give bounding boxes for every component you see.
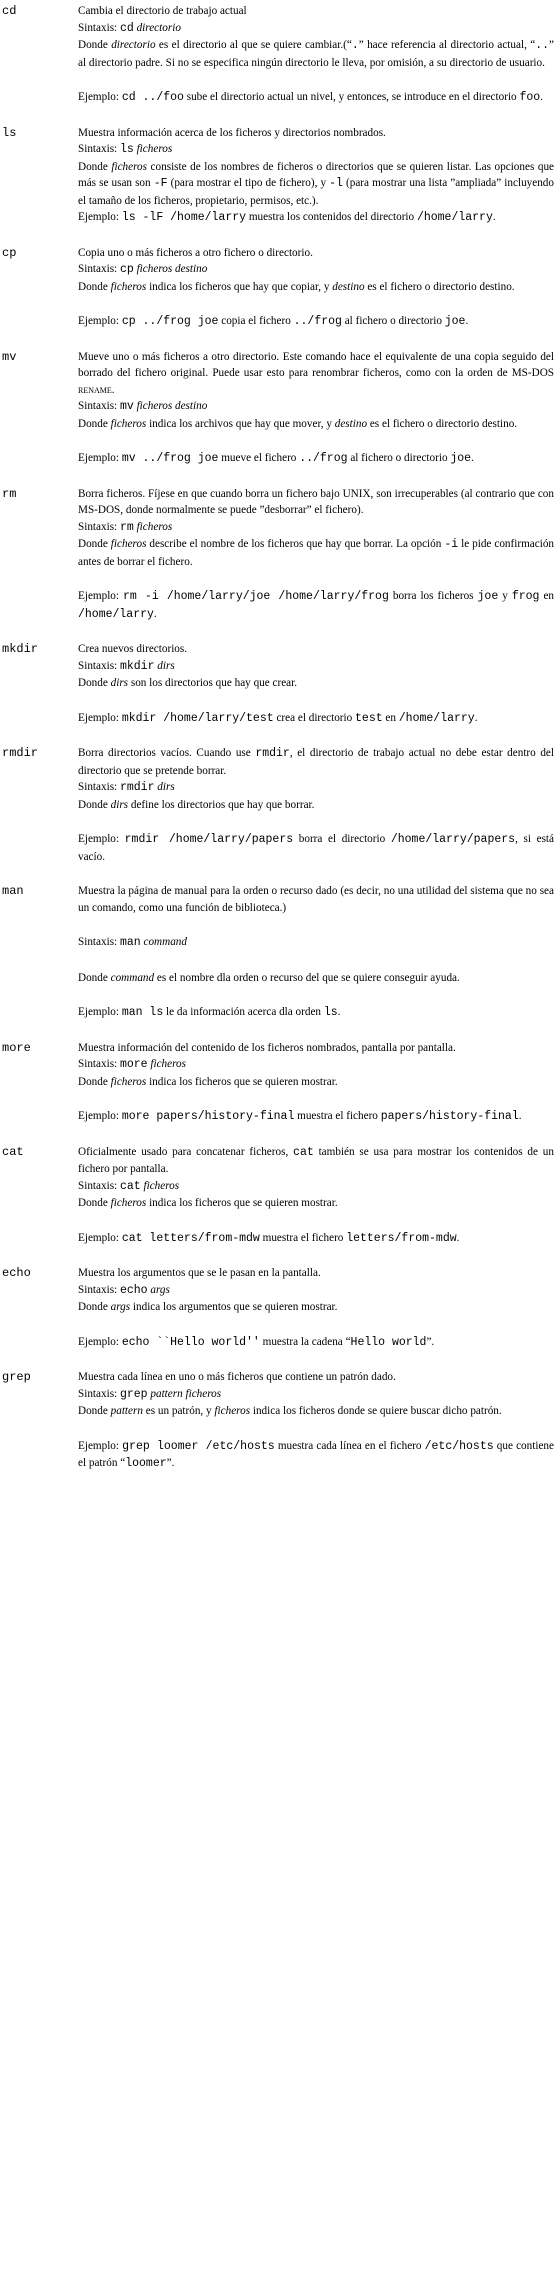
description-paragraph <box>78 1040 554 1057</box>
description-paragraph <box>78 261 554 279</box>
code-text: joe <box>444 315 466 328</box>
description-paragraph <box>78 1074 554 1091</box>
code-text: foo <box>519 91 541 104</box>
description-paragraph <box>78 1265 554 1282</box>
text-run: Mueve uno o más ficheros a otro directorio. Este comando hace el equivalente de una copia seguido del borrado del fichero original. Puede usar esto para renombrar ficheros, como con la orden de MS-DOS <box>78 350 554 379</box>
text-run: le da información acerca dla orden <box>163 1006 324 1018</box>
code-text: mv ../frog joe <box>121 452 219 465</box>
description-paragraph <box>78 1282 554 1300</box>
text-run: Sintaxis: <box>78 659 120 672</box>
command-name: rmdir <box>2 746 39 760</box>
text-run: Donde <box>78 1405 111 1417</box>
text-run: y <box>498 590 512 602</box>
argument-text: ficheros <box>110 417 147 430</box>
description-paragraph <box>78 1299 554 1316</box>
text-run: Sintaxis: <box>78 1387 120 1400</box>
text-run: Cambia el directorio de trabajo actual <box>78 5 247 17</box>
description-paragraph <box>78 831 554 865</box>
code-text: cat <box>119 1179 141 1193</box>
text-run: muestra la cadena “ <box>259 1335 351 1348</box>
code-text: mkdir /home/larry/test <box>121 711 274 725</box>
code-text: rmdir <box>119 781 155 794</box>
text-run: Muestra cada línea en uno o más ficheros que contiene un patrón dado. <box>78 1371 396 1383</box>
command-description <box>78 245 554 331</box>
argument-text: dirs <box>157 659 175 672</box>
text-run: Muestra la página de manual para la orden o recurso dado (es decir, no una utilidad del sistema que no sea un comando, como una función de biblioteca.) <box>78 885 554 914</box>
code-text: loomer <box>125 1457 167 1470</box>
text-run: es el fichero o directorio destino. <box>364 280 515 293</box>
description-paragraph <box>78 3 554 20</box>
text-run: mueve el fichero <box>218 452 300 464</box>
description-paragraph <box>78 934 554 952</box>
text-run: Ejemplo: <box>78 1006 122 1018</box>
text-run: Copia uno o más ficheros a otro fichero o directorio. <box>78 246 313 259</box>
text-run: Ejemplo: <box>78 1231 122 1244</box>
text-run: Ejemplo: <box>78 1335 122 1348</box>
text-run: Donde <box>78 798 111 811</box>
text-run: Crea nuevos directorios. <box>78 643 188 655</box>
text-run: . <box>492 211 496 223</box>
argument-text: command <box>143 936 187 948</box>
text-run: crea el directorio <box>273 711 356 724</box>
description-paragraph <box>78 883 554 916</box>
text-run: ”. <box>426 1335 435 1348</box>
description-paragraph <box>78 797 554 814</box>
text-run: . <box>456 1231 460 1244</box>
description-paragraph <box>78 658 554 676</box>
code-text: /home/larry/papers <box>390 833 516 846</box>
command-description <box>78 1144 554 1248</box>
argument-text: dirs <box>110 677 129 689</box>
command-description <box>78 1369 554 1473</box>
description-paragraph <box>78 313 554 331</box>
code-text: rmdir /home/larry/papers <box>124 833 294 846</box>
text-run: Donde <box>78 677 111 689</box>
description-paragraph <box>78 20 554 38</box>
code-text: -i <box>444 538 459 551</box>
text-run: ”. <box>166 1457 175 1469</box>
text-run: Ejemplo: <box>78 833 125 845</box>
code-text: grep <box>119 1387 148 1401</box>
text-run: Borra ficheros. Fíjese en que cuando borra un fichero bajo UNIX, son irrecuperables (al contrario que con MS-DOS, donde normalmente se puede ”desborrar” el fichero). <box>78 487 554 516</box>
text-run: . <box>471 452 474 464</box>
text-run: Ejemplo: <box>78 315 122 327</box>
command-entry-man <box>0 883 557 1022</box>
command-description <box>78 745 554 865</box>
description-paragraph <box>78 710 554 728</box>
description-paragraph <box>78 1369 554 1386</box>
text-run: que contiene el patrón “ <box>78 1439 554 1469</box>
code-text: echo <box>119 1283 148 1297</box>
description-paragraph <box>78 745 554 779</box>
description-paragraph <box>78 779 554 797</box>
code-text: ls <box>323 1006 338 1019</box>
description-paragraph <box>78 1230 554 1248</box>
command-entry-rmdir <box>0 745 557 865</box>
code-text: more <box>119 1058 148 1071</box>
code-text: echo ``Hello world'' <box>121 1335 260 1349</box>
text-run: . <box>465 315 469 327</box>
text-run: también se usa para mostrar los contenidos de un fichero por pantalla. <box>78 1145 554 1175</box>
command-entry-grep <box>0 1369 557 1473</box>
text-run: es el nombre dla orden o recurso del que se quiere conseguir ayuda. <box>154 971 460 984</box>
text-run: Sintaxis: <box>78 781 120 793</box>
command-description <box>78 1265 554 1351</box>
code-text: /home/larry <box>78 607 154 621</box>
argument-text: ficheros <box>150 1058 187 1070</box>
command-name: cd <box>2 4 17 18</box>
description-paragraph <box>78 519 554 537</box>
text-run: Ejemplo: <box>78 590 124 602</box>
description-paragraph <box>78 1195 554 1212</box>
text-run: Sintaxis: <box>78 263 120 275</box>
text-run: Sintaxis: <box>78 1058 120 1070</box>
code-text: ls <box>119 143 134 156</box>
code-text: /home/larry <box>416 211 493 224</box>
code-text: cd ../foo <box>121 91 184 104</box>
text-run: copia el fichero <box>218 315 294 327</box>
description-paragraph <box>78 37 554 71</box>
code-text: mkdir <box>119 659 155 673</box>
text-run: . <box>337 1006 341 1018</box>
argument-text: ficheros <box>110 1075 147 1088</box>
command-entry-ls <box>0 125 557 227</box>
text-run: . <box>540 91 543 103</box>
command-entry-cp <box>0 245 557 331</box>
code-text: rm <box>119 520 134 534</box>
code-text: ../frog <box>299 452 348 465</box>
code-text: -l <box>329 177 343 190</box>
text-run: Ejemplo: <box>78 1439 123 1452</box>
text-run: Oficialmente usado para concatenar ficheros, <box>78 1145 294 1158</box>
code-text: /etc/hosts <box>424 1439 494 1453</box>
text-run: Muestra información acerca de los ficheros y directorios nombrados. <box>78 126 386 139</box>
text-run: indica los ficheros donde se quiere buscar dicho patrón. <box>250 1405 502 1417</box>
text-run: Sintaxis: <box>78 1283 120 1296</box>
text-run: en <box>382 711 399 724</box>
code-text: ls -lF /home/larry <box>121 211 247 224</box>
text-run: Ejemplo: <box>78 711 122 724</box>
description-paragraph <box>78 349 554 399</box>
description-paragraph <box>78 588 554 623</box>
text-run: Sintaxis: <box>78 936 120 948</box>
command-name: cat <box>2 1144 24 1159</box>
text-run: Ejemplo: <box>78 1110 122 1122</box>
argument-text: dirs <box>157 781 175 793</box>
description-paragraph <box>78 1004 554 1022</box>
text-run: Borra directorios vacíos. Cuando use <box>78 747 256 759</box>
argument-text: destino <box>334 417 368 430</box>
description-paragraph <box>78 1403 554 1420</box>
code-text: rm -i /home/larry/joe /home/larry/frog <box>123 590 389 603</box>
description-paragraph <box>78 970 554 987</box>
code-text: grep loomer /etc/hosts <box>122 1439 275 1453</box>
text-run: Ejemplo: <box>78 211 122 223</box>
argument-text: ficheros <box>214 1405 251 1417</box>
command-name: mkdir <box>2 642 39 656</box>
command-description <box>78 486 554 624</box>
command-entry-cd <box>0 3 557 107</box>
code-text: cd <box>119 21 134 35</box>
description-paragraph <box>78 398 554 416</box>
text-run: muestra el fichero <box>294 1110 381 1122</box>
code-text: -F <box>153 177 168 190</box>
text-run: Donde <box>78 280 111 293</box>
code-text: mv <box>119 400 134 413</box>
text-run: Muestra información del contenido de los ficheros nombrados, pantalla por pantalla. <box>78 1041 456 1054</box>
argument-text: command <box>110 971 155 984</box>
text-run: al fichero o directorio <box>341 315 445 327</box>
argument-text: ficheros <box>111 160 148 173</box>
text-run: es un patrón, y <box>142 1405 215 1417</box>
text-run: Sintaxis: <box>78 21 120 34</box>
command-name: echo <box>2 1266 31 1280</box>
code-text: man <box>119 936 141 949</box>
description-paragraph <box>78 89 554 107</box>
text-run: (para mostrar una lista ”ampliada” incluyendo el tamaño de los ficheros, propietario, permisos, etc.). <box>78 177 554 207</box>
code-text: cp ../frog joe <box>121 315 219 328</box>
code-text: more papers/history-final <box>121 1110 295 1123</box>
text-run: Ejemplo: <box>78 91 122 103</box>
command-description <box>78 1040 554 1126</box>
text-run: Sintaxis: <box>78 1179 120 1192</box>
text-run: Donde <box>78 538 111 550</box>
command-description <box>78 641 554 727</box>
argument-text: ficheros <box>110 1197 147 1209</box>
description-paragraph <box>78 675 554 692</box>
description-paragraph <box>78 125 554 142</box>
command-entry-mkdir <box>0 641 557 727</box>
text-run: define los directorios que hay que borrar. <box>128 798 315 811</box>
argument-text: destino <box>332 280 365 293</box>
command-name: ls <box>2 125 17 140</box>
code-text: man ls <box>121 1006 164 1019</box>
argument-text: ficheros <box>110 538 147 550</box>
text-run: (para mostrar el tipo de fichero), y <box>167 177 330 189</box>
text-run: Ejemplo: <box>78 452 122 464</box>
argument-text: ficheros <box>136 143 173 155</box>
text-run: . <box>111 383 115 396</box>
text-run: borra los ficheros <box>388 590 478 602</box>
argument-text: ficheros destino <box>136 263 208 275</box>
code-text: . <box>351 39 359 52</box>
description-paragraph <box>78 1334 554 1352</box>
code-text: frog <box>511 590 540 603</box>
text-run: Donde <box>78 1075 111 1088</box>
text-run: es el directorio al que se quiere cambiar.(“ <box>155 39 352 51</box>
argument-text: ficheros destino <box>136 400 208 412</box>
text-run: consiste de los nombres de ficheros o directorios que se quieren listar. Las opciones que más se usan son <box>78 160 554 189</box>
text-run: indica los ficheros que se quieren mostrar. <box>146 1075 338 1088</box>
description-paragraph <box>78 416 554 433</box>
description-paragraph <box>78 1178 554 1196</box>
code-text: rmdir <box>255 747 290 760</box>
command-entry-mv <box>0 349 557 468</box>
code-text: papers/history-final <box>380 1110 519 1123</box>
command-description <box>78 883 554 1022</box>
text-run: al fichero o directorio <box>347 452 451 464</box>
text-run: son los directorios que hay que crear. <box>128 677 298 689</box>
text-run: Muestra los argumentos que se le pasan en la pantalla. <box>78 1267 321 1279</box>
text-run: Donde <box>78 1301 111 1313</box>
code-text: cat letters/from-mdw <box>121 1231 260 1245</box>
command-entry-echo <box>0 1265 557 1351</box>
description-paragraph <box>78 1438 554 1473</box>
text-run: muestra cada línea en el fichero <box>274 1439 425 1452</box>
argument-text: pattern <box>110 1405 143 1417</box>
command-entry-cat <box>0 1144 557 1248</box>
command-name: rm <box>2 486 17 501</box>
argument-text: ficheros <box>136 520 173 533</box>
text-run: , el directorio de trabajo actual no debe estar dentro del directorio que se pretende borrar. <box>78 747 554 777</box>
text-run: Donde <box>78 971 111 984</box>
command-description <box>78 125 554 227</box>
description-paragraph <box>78 450 554 468</box>
command-description <box>78 3 554 107</box>
argument-text: args <box>150 1283 170 1296</box>
text-run: . <box>153 607 157 620</box>
text-run: Sintaxis: <box>78 520 120 533</box>
command-entry-rm <box>0 486 557 624</box>
argument-text: ficheros <box>110 280 147 293</box>
command-name: grep <box>2 1370 31 1384</box>
command-name: cp <box>2 245 17 260</box>
code-text: joe <box>450 452 472 465</box>
description-paragraph <box>78 486 554 519</box>
text-run: sube el directorio actual un nivel, y entonces, se introduce en el directorio <box>183 91 520 103</box>
description-paragraph <box>78 159 554 210</box>
code-text: cp <box>119 263 134 276</box>
argument-text: dirs <box>110 798 129 811</box>
code-text: .. <box>535 39 550 52</box>
text-run: indica los archivos que hay que mover, y <box>146 417 335 430</box>
description-paragraph <box>78 1056 554 1074</box>
description-paragraph <box>78 279 554 296</box>
text-run: Sintaxis: <box>78 143 120 155</box>
description-paragraph <box>78 1386 554 1404</box>
text-run: Donde <box>78 160 112 173</box>
code-text: /home/larry <box>398 711 475 725</box>
text-run: Sintaxis: <box>78 400 120 412</box>
text-run: rename <box>78 383 112 396</box>
description-paragraph <box>78 1108 554 1126</box>
code-text: ../frog <box>293 315 342 328</box>
text-run: indica los ficheros que hay que copiar, y <box>146 280 333 293</box>
command-name: mv <box>2 349 17 364</box>
description-paragraph <box>78 245 554 262</box>
text-run: en <box>539 590 555 602</box>
text-run: . <box>518 1110 522 1122</box>
text-run: . <box>474 711 478 724</box>
text-run: ” al directorio padre. Si no se especifica ningún directorio le lleva, por omisión, a su directorio de usuario. <box>78 39 554 69</box>
text-run: describe el nombre de los ficheros que hay que borrar. La opción <box>146 538 445 550</box>
text-run: ” hace referencia al directorio actual, “ <box>358 39 536 51</box>
text-run: Donde <box>78 417 111 430</box>
description-paragraph <box>78 536 554 570</box>
description-paragraph <box>78 141 554 159</box>
text-run: Donde <box>78 1197 111 1209</box>
text-run: es el fichero o directorio destino. <box>367 417 518 430</box>
code-text: test <box>355 711 383 725</box>
argument-text: args <box>110 1301 131 1313</box>
command-name: man <box>2 884 24 898</box>
text-run: Donde <box>78 39 112 51</box>
argument-text: directorio <box>136 21 181 34</box>
argument-text: ficheros <box>143 1179 180 1192</box>
description-paragraph <box>78 1144 554 1178</box>
text-run: borra el directorio <box>293 833 391 845</box>
text-run: muestra los contenidos del directorio <box>246 211 417 223</box>
text-run: indica los ficheros que se quieren mostrar. <box>146 1197 338 1209</box>
command-entry-more <box>0 1040 557 1126</box>
description-paragraph <box>78 641 554 658</box>
text-run: muestra el fichero <box>259 1231 347 1244</box>
command-description <box>78 349 554 468</box>
text-run: indica los argumentos que se quieren mostrar. <box>130 1301 338 1313</box>
argument-text: pattern ficheros <box>150 1387 222 1400</box>
text-run: le pide confirmación antes de borrar el fichero. <box>78 538 555 568</box>
argument-text: directorio <box>111 39 156 51</box>
text-run: , si está vacío. <box>78 833 554 863</box>
code-text: cat <box>293 1145 314 1159</box>
description-paragraph <box>78 209 554 227</box>
code-text: letters/from-mdw <box>346 1231 457 1245</box>
code-text: joe <box>477 590 499 603</box>
command-name: more <box>2 1040 31 1055</box>
code-text: Hello world <box>350 1335 427 1349</box>
